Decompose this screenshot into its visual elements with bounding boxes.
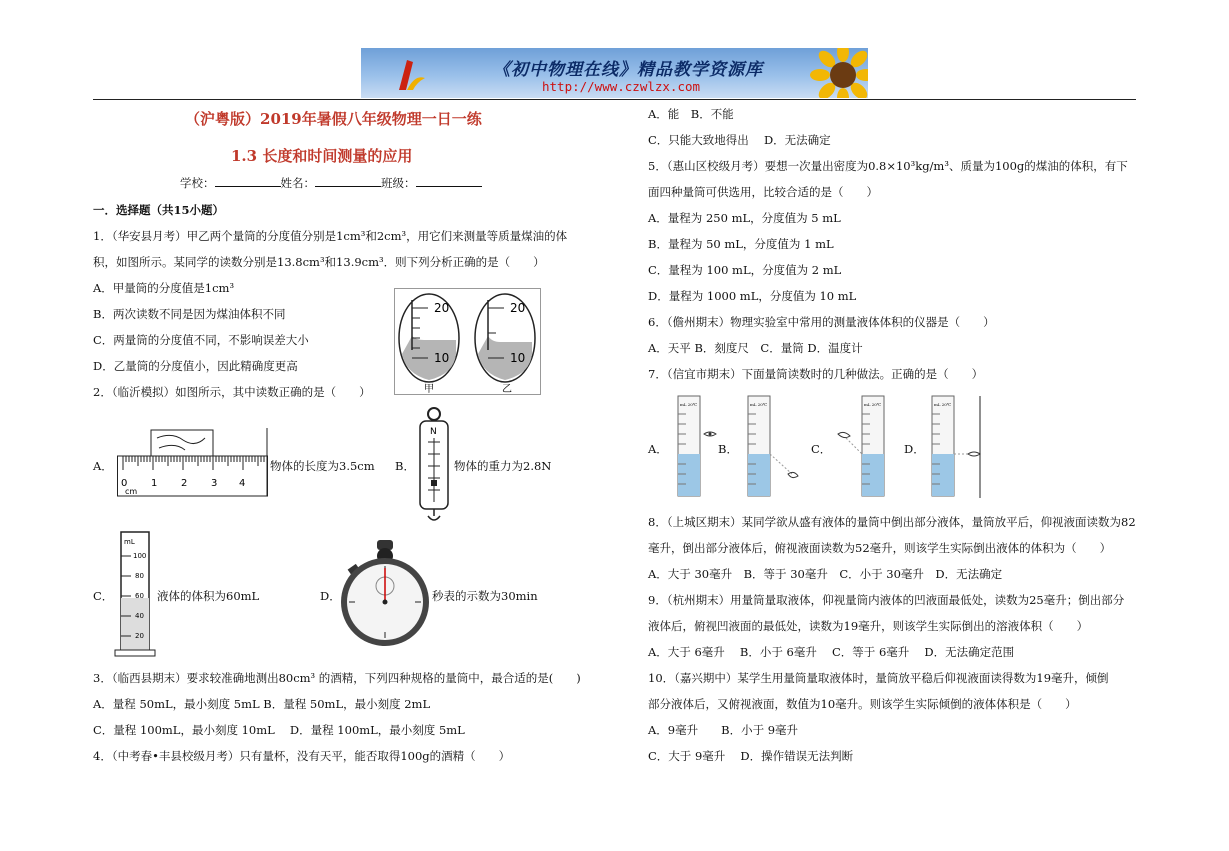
q7-stem: 7．（信宜市期末）下面量筒读数时的几种做法。正确的是（ ） [648, 367, 984, 381]
banner-url[interactable]: http://www.czwlzx.com [542, 79, 701, 94]
q6-options: A．天平 B．刻度尺 C．量筒 D．温度计 [648, 341, 863, 355]
q4-stem: 4．（中考春•丰县校级月考）只有量杯，没有天平，能否取得100g的酒精（ ） [93, 749, 511, 763]
school-field[interactable] [215, 176, 281, 187]
q7-fig-b [740, 394, 800, 500]
q3-options-cd: C．量程 100mL，最小刻度 10mL D．量程 100mL，最小刻度 5mL [93, 723, 465, 737]
q2-stem: 2．（临沂模拟）如图所示，其中读数正确的是（ ） [93, 385, 371, 399]
q7-label-d: D． [904, 442, 925, 456]
cylinder-yi [475, 294, 535, 395]
q8-line2: 毫升，倒出部分液体后，俯视液面读数为52毫升，则该学生实际倒出液体的体积为（ ） [648, 541, 1112, 555]
q2-option-d-text: 秒表的示数为30min [432, 589, 538, 603]
q7b-cyl-label: mL 20℃ [750, 402, 768, 407]
logo-icon [393, 54, 427, 94]
q7d-cyl-label: mL 20℃ [934, 402, 952, 407]
q7a-cyl-label: mL 20℃ [680, 402, 698, 407]
q7-label-a: A． [648, 442, 668, 456]
q9-line1: 9．（杭州期末）用量筒量取液体，仰视量筒内液体的凹液面最低处，读数为25毫升；倒出部分 [648, 593, 1125, 607]
cyl-tick-100: 100 [133, 552, 147, 560]
cylinder-jia [399, 294, 459, 395]
ruler-tick-0: 0 [121, 478, 128, 489]
q1-line2: 积，如图所示。某同学的读数分别是13.8cm³和13.9cm³．则下列分析正确的是（ ） [93, 255, 545, 269]
q10-line2: 部分液体后，又俯视液面，数值为10毫升。则该学生实际倾倒的液体体积是（ ） [648, 697, 1077, 711]
jia-tick-20: 20 [434, 301, 450, 315]
cyl-tick-20: 20 [135, 632, 144, 640]
q8-options: A．大于 30毫升 B．等于 30毫升 C．小于 30毫升 D．无法确定 [648, 567, 1003, 581]
q7-label-b: B． [718, 442, 738, 456]
jia-tick-10: 10 [434, 351, 450, 365]
q5-option-c: C．量程为 100 mL，分度值为 2 mL [648, 263, 842, 277]
cyl-tick-60: 60 [135, 592, 144, 600]
ruler-tick-1: 1 [151, 478, 158, 489]
q2-cylinder-figure [113, 528, 157, 658]
q7c-cyl-label: mL 20℃ [864, 402, 882, 407]
q5-line1: 5．（惠山区校级月考）要想一次量出密度为0.8×10³kg/m³、质量为100g的煤油的体积，有下 [648, 159, 1128, 173]
q5-option-a: A．量程为 250 mL，分度值为 5 mL [648, 211, 841, 225]
scale-unit: N [430, 427, 437, 437]
q1-line1: 1．（华安县月考）甲乙两个量筒的分度值分别是1cm³和2cm³，用它们来测量等质量煤油的体 [93, 229, 568, 243]
class-label: 班级： [381, 176, 416, 190]
q1-figure [394, 288, 542, 398]
q5-line2: 面四种量筒可供选用，比较合适的是（ ） [648, 185, 878, 199]
student-info-line [180, 175, 482, 191]
q10-line1: 10．（嘉兴期中）某学生用量筒量取液体时，量筒放平稳后仰视液面读得数为19毫升，倾倒 [648, 671, 1109, 685]
page-subtitle: 1.3 长度和时间测量的应用 [231, 147, 413, 165]
q7-fig-d [926, 394, 982, 500]
q1-option-b: B．两次读数不同是因为煤油体积不同 [93, 307, 286, 321]
ruler-unit: cm [125, 487, 138, 496]
page-title: （沪粤版）2019年暑假八年级物理一日一练 [185, 110, 482, 128]
ruler-tick-4: 4 [239, 478, 246, 489]
q5-option-b: B．量程为 50 mL，分度值为 1 mL [648, 237, 834, 251]
school-label: 学校： [180, 176, 215, 190]
q2-label-a: A． [93, 459, 113, 473]
yi-tick-10: 10 [510, 351, 526, 365]
name-field[interactable] [315, 176, 381, 187]
q10-options-cd: C．大于 9毫升 D．操作错误无法判断 [648, 749, 854, 763]
q9-options: A．大于 6毫升 B．小于 6毫升 C．等于 6毫升 D．无法确定范围 [648, 645, 1015, 659]
q2-label-c: C． [93, 589, 114, 603]
q7-fig-c [832, 394, 892, 500]
q3-options-ab: A．量程 50mL，最小刻度 5mL B．量程 50mL，最小刻度 2mL [93, 697, 431, 711]
q1-option-a: A．甲量筒的分度值是1cm³ [93, 281, 235, 295]
class-field[interactable] [416, 176, 482, 187]
fig-label-jia: 甲 [424, 384, 434, 395]
cyl-tick-80: 80 [135, 572, 144, 580]
section-heading: 一．选择题（共15小题） [93, 203, 225, 217]
header-rule [93, 99, 1136, 100]
q2-option-a-text: 物体的长度为3.5cm [270, 459, 375, 473]
q2-option-b-text: 物体的重力为2.8N [454, 459, 552, 473]
q8-line1: 8．（上城区期末）某同学欲从盛有液体的量筒中倒出部分液体，量筒放平后，仰视液面读数为82 [648, 515, 1136, 529]
yi-tick-20: 20 [510, 301, 526, 315]
cyl-unit: mL [124, 538, 135, 546]
sunflower-icon [812, 48, 868, 98]
fig-label-yi: 乙 [502, 384, 512, 395]
q2-label-d: D． [320, 589, 341, 603]
q1-option-c: C．两量筒的分度值不同，不影响误差大小 [93, 333, 309, 347]
ruler-tick-2: 2 [181, 478, 188, 489]
q10-options-ab: A．9毫升 B．小于 9毫升 [648, 723, 799, 737]
q1-option-d: D．乙量筒的分度值小，因此精确度更高 [93, 359, 298, 373]
q3-stem: 3．（临西县期末）要求较准确地测出80cm³ 的酒精，下列四种规格的量筒中，最合适的是( ) [93, 671, 581, 685]
ruler-tick-3: 3 [211, 478, 218, 489]
header-banner [361, 48, 868, 98]
q2-option-c-text: 液体的体积为60mL [157, 589, 260, 603]
q6-stem: 6．（儋州期末）物理实验室中常用的测量液体体积的仪器是（ ） [648, 315, 995, 329]
q2-label-b: B． [395, 459, 415, 473]
q9-line2: 液体后，俯视凹液面的最低处，读数为19毫升，则该学生实际倒出的溶液体积（ ） [648, 619, 1089, 633]
stopwatch-figure [339, 536, 431, 650]
spring-scale-figure [414, 406, 454, 522]
name-label: 姓名： [280, 176, 315, 190]
banner-title: 《初中物理在线》精品教学资源库 [493, 60, 763, 80]
q2-ruler-figure [117, 428, 269, 498]
cyl-tick-40: 40 [135, 612, 144, 620]
q7-label-c: C． [811, 442, 832, 456]
q5-option-d: D．量程为 1000 mL，分度值为 10 mL [648, 289, 857, 303]
q4-options-ab: A．能 B．不能 [648, 107, 734, 121]
q7-fig-a [670, 394, 722, 500]
q4-options-cd: C．只能大致地得出 D．无法确定 [648, 133, 831, 147]
